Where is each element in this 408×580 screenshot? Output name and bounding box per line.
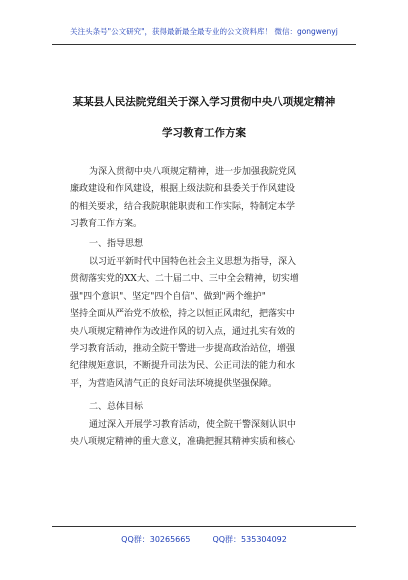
paragraph-line: 央八项规定精神作为改进作风的切入点，通过扎实有效的 <box>70 326 296 337</box>
paragraph-line: 纪律规矩意识，不断提升司法为民、公正司法的能力和水 <box>70 361 296 372</box>
paragraph-line: 央八项规定精神的重大意义，准确把握其精神实质和核心 <box>70 437 296 448</box>
intro-line: 习教育工作方案。 <box>70 219 143 230</box>
paragraph-line: 以习近平新时代中国特色社会主义思想为指导，深入 <box>89 257 297 267</box>
paragraph-line: 坚持全面从严治党不放松，持之以恒正风肃纪，把落实中 <box>70 309 296 320</box>
paragraph-line: 学习教育活动，推动全院干警进一步提高政治站位，增强 <box>70 344 296 355</box>
intro-line: 为深入贯彻中央八项规定精神，进一步加强我院党风 <box>89 167 297 177</box>
footer-qq-group-2: QQ群：535304092 <box>212 535 287 544</box>
paragraph-line: 强"四个意识"、坚定"四个自信"、做到"两个维护" <box>70 291 266 302</box>
document-title-line-1: 某某县人民法院党组关于深入学习贯彻中央八项规定精神 <box>72 96 336 108</box>
overall-goal-paragraph <box>70 417 338 452</box>
header-divider <box>52 44 356 45</box>
intro-line: 的相关要求，结合我院职能职责和工作实际，特制定本学 <box>70 201 296 212</box>
paragraph-line: 平，为营造风清气正的良好司法环境提供坚强保障。 <box>70 378 278 389</box>
intro-line: 廉政建设和作风建设，根据上级法院和县委关于作风建设 <box>70 184 296 195</box>
header-banner: 关注头条号"公文研究"，获得最新最全最专业的公文资料库！ 微信：gongwenyj <box>70 27 338 36</box>
section-heading-guiding-ideology: 一、指导思想 <box>89 239 144 249</box>
paragraph-line: 贯彻落实党的XX大、二十届二中、三中全会精神，切实增 <box>70 274 299 285</box>
section-heading-overall-goal: 二、总体目标 <box>89 402 144 412</box>
intro-paragraph <box>70 164 338 234</box>
footer-divider <box>52 526 356 527</box>
document-title-line-2: 学习教育工作方案 <box>162 127 246 139</box>
footer <box>0 534 408 545</box>
paragraph-line: 通过深入开展学习教育活动，使全院干警深刻认识中 <box>89 420 297 430</box>
footer-qq-group-1: QQ群：30265665 <box>121 535 191 544</box>
guiding-ideology-paragraph <box>70 254 338 393</box>
